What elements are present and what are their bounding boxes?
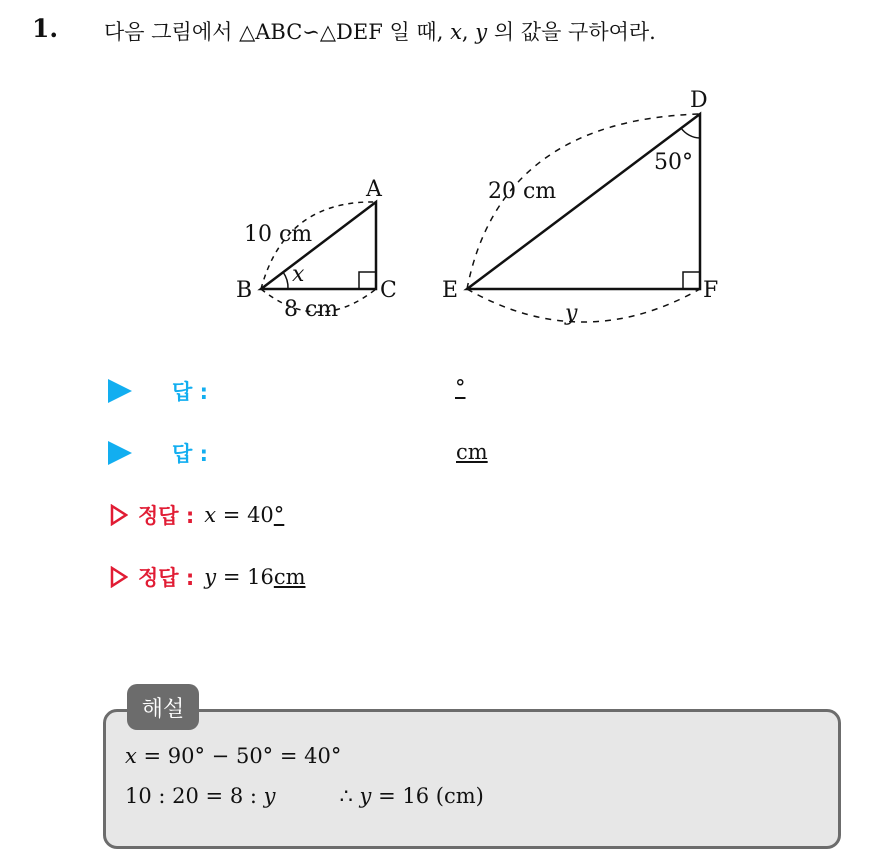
answer-blank-2[interactable]: cm <box>456 440 488 464</box>
triangle-figure <box>0 0 884 360</box>
play-icon <box>108 441 132 465</box>
correct-var-y: y <box>204 565 217 589</box>
answer-label-1: 답 : <box>172 380 208 404</box>
explanation-var-y: y <box>263 784 276 808</box>
explanation-tag: 해설 <box>127 684 199 730</box>
answer-row-2 <box>108 436 208 470</box>
answer-blank-1[interactable]: ° <box>455 376 466 400</box>
correct-unit-degree: ° <box>273 503 285 527</box>
question-comma: , <box>461 20 476 44</box>
variable-y: y <box>475 20 488 44</box>
correct-row-1 <box>110 500 284 530</box>
side-bc-length: 8 cm <box>284 297 339 322</box>
vertex-c: C <box>380 278 397 303</box>
answer-label-2: 답 : <box>172 442 208 466</box>
explanation-ratio: 10 : 20 = 8 : <box>125 784 264 808</box>
side-de-length: 20 cm <box>488 179 557 204</box>
correct-eq-y: = 16 <box>216 565 274 589</box>
explanation-result: = 16 (cm) <box>371 784 484 808</box>
triangle-abc-label: △ABC <box>239 20 303 44</box>
question-number: 1. <box>32 14 59 43</box>
side-ef-y: y <box>565 301 578 326</box>
therefore-symbol: ∴ <box>339 784 360 808</box>
explanation-var-y2: y <box>359 784 372 808</box>
vertex-f: F <box>703 278 719 303</box>
question-text-suffix: 의 값을 구하여라. <box>487 20 656 44</box>
explanation-line-2 <box>125 784 484 808</box>
similar-symbol: ∽ <box>302 20 320 44</box>
triangle-abc <box>236 177 397 322</box>
triangle-def <box>442 88 718 326</box>
triangle-def-label: △DEF <box>319 20 383 44</box>
vertex-e: E <box>442 278 459 303</box>
dashed-brace-ef <box>467 289 700 322</box>
correct-label-2: 정답 : <box>138 566 195 590</box>
correct-value-1 <box>204 503 284 527</box>
outline-play-icon <box>110 566 128 588</box>
angle-arc-b <box>283 272 288 289</box>
angle-arc-d <box>681 128 700 138</box>
explanation-var-x: x <box>125 744 137 768</box>
angle-b-x: x <box>292 262 305 287</box>
correct-unit-cm: cm <box>273 565 306 589</box>
right-angle-mark-c <box>359 272 376 289</box>
explanation-line-1 <box>125 744 341 768</box>
right-angle-mark-f <box>683 272 700 289</box>
outline-play-icon <box>110 504 128 526</box>
vertex-b: B <box>236 278 253 303</box>
side-ab-length: 10 cm <box>244 222 313 247</box>
question-text-mid: 일 때, <box>382 20 451 44</box>
vertex-a: A <box>366 177 382 202</box>
question-text-prefix: 다음 그림에서 <box>104 20 240 44</box>
explanation-box <box>103 709 841 849</box>
vertex-d: D <box>690 88 708 113</box>
correct-eq-x: = 40 <box>216 503 274 527</box>
correct-row-2 <box>110 562 306 592</box>
angle-d-50: 50° <box>654 150 693 175</box>
play-icon <box>108 379 132 403</box>
answer-row-1 <box>108 374 208 408</box>
correct-value-2 <box>204 565 305 589</box>
variable-x: x <box>450 20 462 44</box>
explanation-line1-rest: = 90° − 50° = 40° <box>136 744 342 768</box>
correct-label-1: 정답 : <box>138 504 195 528</box>
correct-var-x: x <box>204 503 217 527</box>
